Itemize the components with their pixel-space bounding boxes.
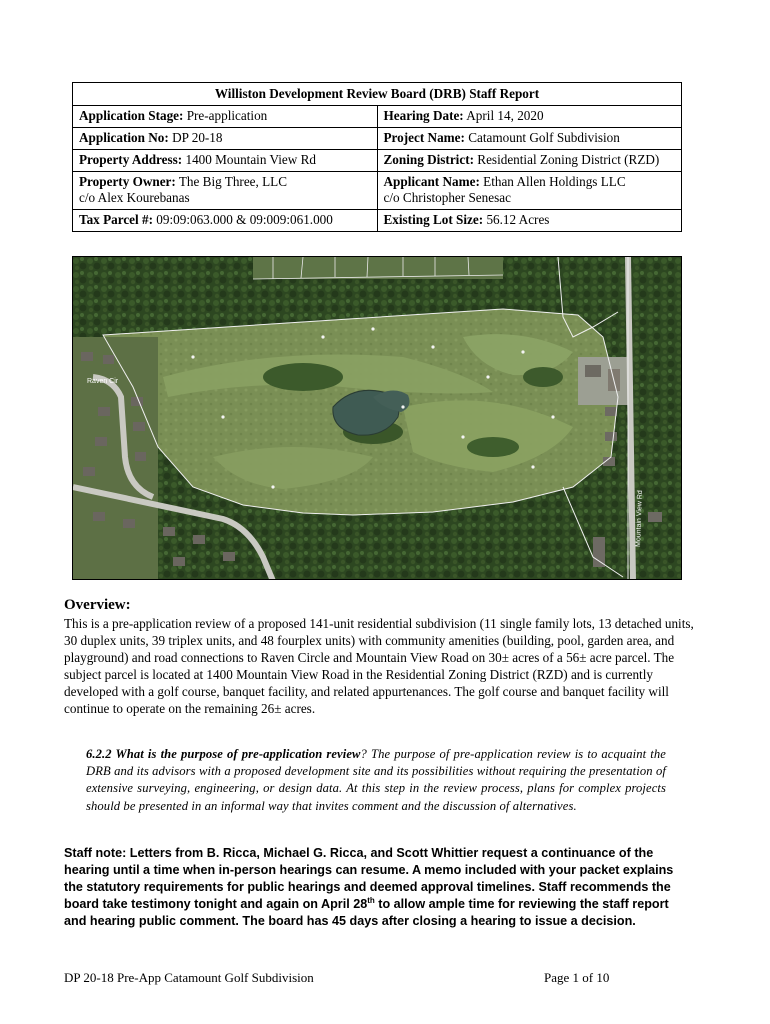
report-info-table	[72, 82, 682, 232]
overview-text: This is a pre-application review of a proposed 141-unit residential subdivision (11 single family lots, 13 detached units, 30 duplex units, 39 triplex units, and 48 fourplex units) with community amenities (building, pool, garden area, and playground) and road connections to Raven Circle and Mountain View Road on 30± acres of a 56± acre parcel. The subject parcel is located at 1400 Mountain View Road in the Residential Zoning District (RZD) and is currently developed with a golf course, banquet facility, and related appurtenances. The golf course and banquet facility will continue to operate on the remaining 26± acres.	[64, 616, 694, 717]
aerial-map-graphic	[73, 257, 682, 580]
application-no-cell	[73, 128, 378, 150]
field-value: Pre-application	[186, 108, 268, 123]
field-label: Existing Lot Size:	[383, 212, 484, 227]
field-label: Property Owner:	[79, 174, 176, 189]
project-name-cell	[377, 128, 682, 150]
aerial-site-map	[72, 256, 682, 580]
report-title: Williston Development Review Board (DRB) Staff Report	[73, 83, 682, 106]
field-label: Zoning District:	[383, 152, 474, 167]
quote-label: 6.2.2 What is the purpose of pre-application review	[86, 747, 361, 761]
field-label: Project Name:	[383, 130, 465, 145]
field-label: Applicant Name:	[383, 174, 480, 189]
field-value: DP 20-18	[172, 130, 223, 145]
field-value: 09:09:063.000 & 09:009:061.000	[156, 212, 333, 227]
clubhouse-building	[585, 365, 601, 377]
field-value: April 14, 2020	[466, 108, 544, 123]
existing-lot-size-cell	[377, 210, 682, 232]
field-value-line2: c/o Alex Kourebanas	[79, 190, 190, 205]
overview-heading: Overview:	[64, 597, 131, 613]
field-value: Ethan Allen Holdings LLC	[483, 174, 626, 189]
property-owner-cell	[73, 172, 378, 210]
footer-page-number: Page 1 of 10	[544, 970, 610, 985]
field-label: Hearing Date:	[383, 108, 464, 123]
table-row	[73, 128, 682, 150]
field-value: 56.12 Acres	[486, 212, 550, 227]
tree-cluster	[263, 363, 343, 391]
hearing-date-cell	[377, 106, 682, 128]
quote-text: ? The purpose of pre-application review is to acquaint the DRB and its advisors with a proposed development site and its possibilities without requiring the presentation of extensive surveying, engineering, or design data. At this step in the review process, plans for complex projects should be presented in an informal way that invites comment and the discussion of alternatives.	[86, 747, 666, 813]
field-value: Catamount Golf Subdivision	[468, 130, 620, 145]
ordinal-suffix: th	[367, 895, 375, 905]
zoning-district-cell	[377, 150, 682, 172]
staff-note-part1: Staff note: Letters from B. Ricca, Michael G. Ricca, and Scott Whittier request a continuance of the hearing until a time when in-person hearings can resume. A memo included with your packet explains the statutory requirements for public hearings and deemed approval timelines. Staff recommends the board take testimony tonight and again on April 28	[64, 846, 674, 911]
purpose-quote	[86, 746, 666, 815]
staff-note-part2: to allow ample time for reviewing the staff report and hearing public comment. The board has 45 days after closing a hearing to issue a decision.	[64, 897, 669, 928]
field-value: Residential Zoning District (RZD)	[477, 152, 660, 167]
field-value-line2: c/o Christopher Senesac	[383, 190, 511, 205]
road-label-mountain-view: Mountain View Rd	[635, 490, 644, 548]
table-row	[73, 106, 682, 128]
applicant-name-cell	[377, 172, 682, 210]
field-label: Property Address:	[79, 152, 183, 167]
table-row	[73, 210, 682, 232]
tax-parcel-cell	[73, 210, 378, 232]
footer-document-title: DP 20-18 Pre-App Catamount Golf Subdivision	[64, 970, 314, 985]
table-row	[73, 150, 682, 172]
parking-lot	[578, 357, 628, 405]
staff-note	[64, 845, 694, 930]
field-label: Tax Parcel #:	[79, 212, 153, 227]
field-label: Application No:	[79, 130, 169, 145]
field-value: The Big Three, LLC	[178, 174, 288, 189]
property-address-cell	[73, 150, 378, 172]
road-label-raven: Raven Cir	[87, 378, 119, 385]
field-value: 1400 Mountain View Rd	[185, 152, 316, 167]
tree-cluster	[523, 367, 563, 387]
tree-cluster	[467, 437, 519, 457]
application-stage-cell	[73, 106, 378, 128]
table-row	[73, 172, 682, 210]
field-label: Application Stage:	[79, 108, 184, 123]
